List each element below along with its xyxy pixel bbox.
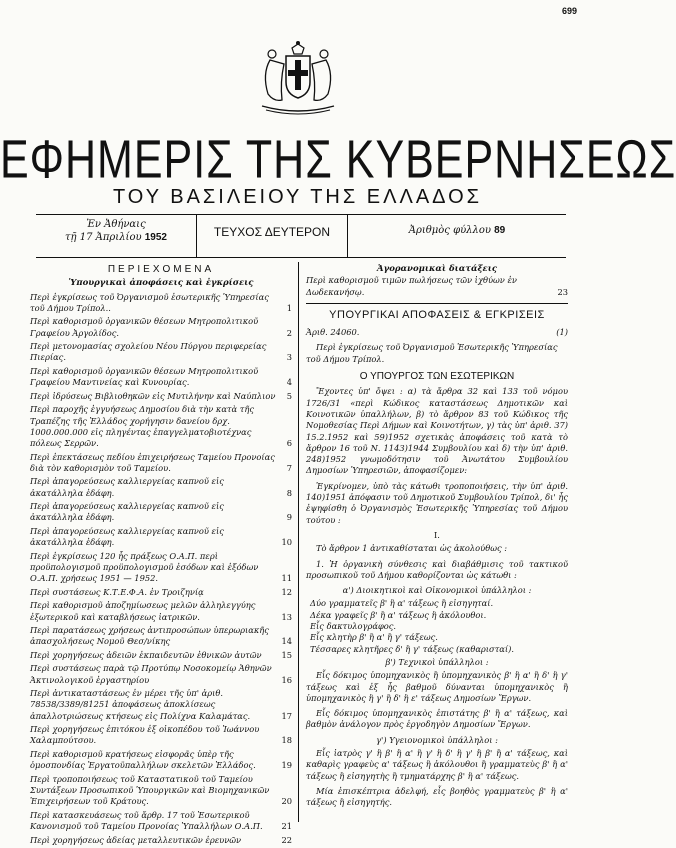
toc-text: Περὶ παροχῆς ἐγγυήσεως Δημοσίου διὰ τὴν κατὰ τῆς Τραπέζης τῆς Ἑλλάδος χορήγησιν δανείου δρχ. 1000.000.000 εἰς πληγέντας ἐπαγγελματοβιοτέχνας πόλεως Σερρῶν. [30,404,254,449]
decree-subject: Περὶ ἐγκρίσεως τοῦ Ὀργανισμοῦ Ἐσωτερικῆς Ὑπηρεσίας τοῦ Δήμου Τρίπολ. [306,342,558,364]
minister-heading: Ο ΥΠΟΥΡΓΟΣ ΤΩΝ ΕΣΩΤΕΡΙΚΩΝ [359,371,515,383]
sheet-number: 89 [494,225,506,236]
issue-year: 1952 [144,232,167,243]
toc-text: Περὶ συστάσεως παρὰ τῷ Προτύπῳ Νοσοκομείῳ Ἀθηνῶν Ἀκτινολογικοῦ ἐργαστηρίου [30,663,272,685]
toc-text: Περὶ συστάσεως Κ.Τ.Ε.Φ.Α. ἐν Τροιζηνίᾳ [30,586,204,597]
toc-page: 5 [286,390,292,401]
toc-page: 18 [281,735,292,746]
toc-text: Περὶ ἐπεκτάσεως πεδίου ἐπιχειρήσεως Ταμείου Προνοίας διὰ τὸν καθορισμὸν τοῦ Ταμείου. [30,451,275,473]
list-item [30,292,292,315]
staff-line: Εἷς δακτυλογράφος. [310,621,397,632]
contents-subheading: Ὑπουργικαὶ ἀποφάσεις καὶ ἐγκρίσεις [68,278,254,289]
list-item [30,749,292,772]
toc-page: 3 [286,352,292,363]
toc-page: 11 [281,573,292,584]
staff-group-c-heading: γ') Υγειονομικοὶ ὑπάλληλοι : [376,734,498,745]
toc-page: 2 [286,327,292,338]
issue-series: ΤΕΥΧΟΣ ΔΕΥΤΕΡΟΝ [196,215,348,257]
toc-text: Περὶ ἀντικαταστάσεως ἐν μέρει τῆς ὑπ' ἀριθ. 78538/3389/81251 ἀποφάσεως ἀποκλίσεως ἀπαλλοτριώσεως κτήσεως εἰς Πολίχνα Καλαμάτας. [30,688,251,721]
toc-text: Περὶ μετονομασίας σχολείου Νέου Πύργου περιφερείας Πιερίας. [30,341,267,363]
list-item [30,316,292,339]
toc-text: Περὶ ἀπαγορεύσεως καλλιεργείας καπνοῦ εἰς ἀκατάλληλα ἐδάφη. [30,525,224,548]
list-item [30,476,292,499]
toc-page: 10 [281,537,292,548]
article-paragraph: Τὸ ἄρθρον 1 ἀντικαθίσταται ὡς ἀκολούθως : [316,543,508,554]
toc-text: Περὶ χορηγήσεως ἐπιτόκου ἐξ οἰκοπέδου τοῦ Ἰωάννου Χαλαμπούτσου. [30,724,260,746]
toc-text: Περὶ χορηγήσεως ἀδειῶν ἐκπαιδευτῶν ἐθνικῶν ἀυτῶν [30,649,262,660]
toc-text: Περὶ καθορισμοῦ ἀποζημίωσεως μελῶν ἀλληλεγγύης ἐξωτερικοῦ καὶ καταβλήσεως ἰατρικῶν. [30,600,256,622]
decree-number: Ἀριθ. 24060. [306,327,360,338]
list-item [30,835,292,846]
section-title: ΥΠΟΥΡΓΙΚΑΙ ΑΠΟΦΑΣΕΙΣ & ΕΓΚΡΙΣΕΙΣ [329,308,545,321]
toc-text: Περὶ ἐγκρίσεως τοῦ Ὀργανισμοῦ ἐσωτερικῆς Ὑπηρεσίας τοῦ Δήμου Τρίπολ.. [30,291,269,313]
issue-place: Ἐν Ἀθήναις [86,219,146,230]
gazette-title: ΕΦΗΜΕΡΙΣ ΤΗΣ ΚΥΒΕΡΝΗΣΕΩΣ [0,130,676,190]
toc-text: Περὶ ἐγκρίσεως 120 ἧς πράξεως Ο.Α.Π. περὶ προϋπολογισμοῦ προϋπολογισμοῦ ἐσόδων καὶ ἐξόδων Ο.Α.Π. χρήσεως 1951 — 1952. [30,550,259,584]
approval-paragraph: Ἐγκρίνομεν, ὑπὸ τὰς κάτωθι τροποποιήσεις, τὴν ὑπ' ἀριθ. 140)1951 ἀπόφασιν τοῦ Δημοτικοῦ Συμβουλίου Τρίπολ, δι' ἧς ἐψηφίσθη ὁ Ὀργανισμὸς Ἐσωτερικῆς Ὑπηρεσίας τοῦ Δήμου τούτου : [306,480,568,525]
toc-page: 7 [286,462,292,473]
list-item [30,774,292,808]
toc-text: Περὶ καθορισμοῦ ὀργανικῶν θέσεων Μητροπολιτικοῦ Γραφείου Ἀργολίδος. [30,316,259,338]
staff-line: Τέσσαρες κλητῆρες δ' ἢ γ' τάξεως (καθαρισταί). [310,643,515,654]
list-item [30,366,292,389]
toc-page: 15 [281,649,292,660]
toc-text: Περὶ καθορισμοῦ κρατήσεως εἰσφορᾶς ὑπὲρ τῆς ὁμοσπονδίας Ἐργατοϋπαλλήλων σκελετῶν Ἑλλάδος. [30,748,256,771]
list-item [30,810,292,833]
toc-page: 1 [286,302,292,313]
issue-info-row [36,214,566,258]
royal-coat-of-arms-icon [256,40,340,116]
issue-date-block [36,215,196,257]
toc-page: 9 [286,512,292,523]
toc-page: 13 [281,611,292,622]
toc-page: 22 [281,834,292,845]
list-item [306,275,568,298]
contents-list [30,292,292,846]
list-item [30,724,292,747]
staff-group-b-heading: β') Τεχνικοὶ ὑπάλληλοι : [385,656,489,667]
page-number: 699 [561,6,577,16]
toc-page: 20 [281,796,292,807]
staff-line: Δέκα γραφεῖς β' ἢ α' τάξεως ἢ ἀκόλουθοι. [310,609,487,620]
agora-subheading: Ἀγορανομικαὶ διατάξεις [376,264,498,274]
decree-number-row [306,327,568,338]
list-item [30,625,292,648]
contents-column [30,264,292,848]
issue-date [36,231,196,244]
toc-page: 21 [281,821,292,832]
list-item [30,600,292,623]
toc-text: Περὶ καθορισμοῦ τιμῶν πωλήσεως τῶν ἰχθύων ἐν Δωδεκανήσῳ. [306,275,517,297]
toc-text: Περὶ κατασκευάσεως τοῦ ἄρθρ. 17 τοῦ Ἐσωτερικοῦ Κανονισμοῦ τοῦ Ταμείου Προνοίας Ὑπαλλήλων Ο.Α.Π. [30,809,263,832]
toc-page: 12 [281,586,292,597]
staff-group-a-list [306,598,568,654]
staff-line: Εἷς κλητὴρ β' ἢ α' ἢ γ' τάξεως. [310,632,438,643]
list-item [30,391,292,402]
toc-text: Περὶ χορηγήσεως ἀδείας μεταλλευτικῶν ἐρευνῶν [30,834,242,845]
list-item [30,551,292,585]
list-item [30,663,292,686]
sheet-label: Ἀριθμὸς φύλλου [408,225,491,236]
list-item [30,404,292,449]
issue-date-text: τῇ 17 Ἀπριλίου [65,232,142,243]
decision-column [306,264,568,812]
column-divider [298,262,299,822]
toc-text: Περὶ καθορισμοῦ ὀργανικῶν θέσεων Μητροπολιτικοῦ Γραφείου Μαντινείας καὶ Κυνουρίας. [30,365,259,388]
list-item [30,650,292,661]
staff-group-c-paragraph-1: Εἷς ἰατρὸς γ' ἢ β' ἢ α' ἢ γ' ἢ δ' ἢ γ' ἢ β' ἢ α' τάξεως, καὶ καθαρὶς γραφεὺς α' τάξεως ἢ ἀκόλουθοι ἢ γραμματεὺς β' ἢ α' τάξεως ἢ εἰσηγητὴς ἢ τμηματάρχης β' ἢ α' τάξεως. [306,747,568,781]
toc-page: 6 [286,438,292,449]
list-item [30,526,292,549]
gazette-subtitle: ΤΟΥ ΒΑΣΙΛΕΙΟΥ ΤΗΣ ΕΛΛΑΔΟΣ [112,186,483,208]
staff-group-a-heading: α') Διοικητικοὶ καὶ Οἰκονομικοὶ ὑπάλληλοι : [342,585,532,596]
toc-text: Περὶ παρατάσεως χρήσεως ἀντιπροσώπων ὑπερωριακῆς ἀπασχολήσεως Νομοῦ Θεσ/νίκης [30,625,269,647]
decree-index: (1) [556,327,568,338]
list-item [30,587,292,598]
toc-text: Περὶ τροποποιήσεως τοῦ Καταστατικοῦ τοῦ Ταμείου Συντάξεων Προσωπικοῦ Ὑπουργικῶν καὶ Βιομηχανικῶν Ἐπιχειρήσεων τοῦ Κράτους. [30,773,270,807]
list-item [30,452,292,475]
toc-page: 19 [281,760,292,771]
staff-line: Δύο γραμματεῖς β' ἢ α' τάξεως ἢ εἰσηγηταί. [310,598,494,609]
toc-page: 14 [281,636,292,647]
preamble-paragraph: Ἔχοντες ὑπ' ὄψει : α) τὰ ἄρθρα 32 καὶ 133 τοῦ νόμου 1726/31 «περὶ Κώδικος καταστάσεως Δημοτικῶν καὶ Κοινοτικῶν ὑπαλλήλων, β) τὸ ἄρθρον 83 τοῦ Κώδικος τῆς Νομοθεσίας Περὶ Δήμων καὶ Κοινοτήτων, γ) τὰς ὑπ' ἀριθ. 37) 15.2.1952 καὶ 59)1952 σχετικὰς ἀποφάσεις τοῦ κατὰ τὸ ἄρθρον 16 τοῦ Ν. 1143)1944 Συμβουλίου καὶ δ) τὴν ὑπ' ἀριθ. 248)1952 γνωμοδότησιν τοῦ Ἀνωτάτου Συμβουλίου Δημοσίων Ὑπηρεσιῶν, ἀποφασίζομεν: [306,386,568,476]
chapter-number: I. [434,529,440,540]
toc-page: 16 [281,674,292,685]
contents-heading: ΠΕΡΙΕΧΟΜΕΝΑ [107,264,215,275]
toc-text: Περὶ ἀπαγορεύσεως καλλιεργείας καπνοῦ εἰς ἀκατάλληλα ἐδάφη. [30,501,224,523]
toc-page: 8 [286,487,292,498]
sheet-number-block [348,215,566,257]
divider [306,303,568,304]
staff-group-b-paragraph-2: Εἷς δόκιμος ὑπομηχανικὸς ἐπιστάτης β' ἢ α' τάξεως, καὶ βαθμὸν ἀνάλογον πρὸς ἐργοδηγὸν Δημοσίων Ἔργων. [306,708,568,730]
toc-text: Περὶ ἱδρύσεως Βιβλιοθηκῶν εἰς Μυτιλήνην καὶ Ναύπλιον [30,390,276,401]
staff-group-c-paragraph-2: Μία ἐπισκέπτρια ἀδελφή, εἷς βοηθὸς γραμματεὺς β' ἢ α' τάξεως ἢ εἰσηγητής. [306,785,568,808]
article-clause: 1. Ἡ ὀργανικὴ σύνθεσις καὶ διαβάθμισις τοῦ τακτικοῦ προσωπικοῦ τοῦ Δήμου καθορίζονται ὡς κάτωθι : [306,558,568,580]
toc-text: Περὶ ἀπαγορεύσεως καλλιεργείας καπνοῦ εἰς ἀκατάλληλα ἐδάφη. [30,476,224,498]
list-item [30,501,292,524]
staff-group-b-paragraph-1: Εἷς δόκιμος ὑπομηχανικὸς ἢ ὑπομηχανικὸς β' ἢ α' ἢ δ' ἢ γ' τάξεως καὶ ἐξ ἧς βαθμοῦ δύνανται ὑπομηχανικὸς ἢ ὑπομηχανικὸς ἢ γ' ἢ δ' ἢ ε' τάξεως Δημοσίων Ἔργων. [306,670,568,703]
toc-page: 17 [281,710,292,721]
list-item [30,688,292,722]
toc-page: 4 [286,377,292,388]
toc-page: 23 [557,286,568,297]
list-item [30,341,292,364]
